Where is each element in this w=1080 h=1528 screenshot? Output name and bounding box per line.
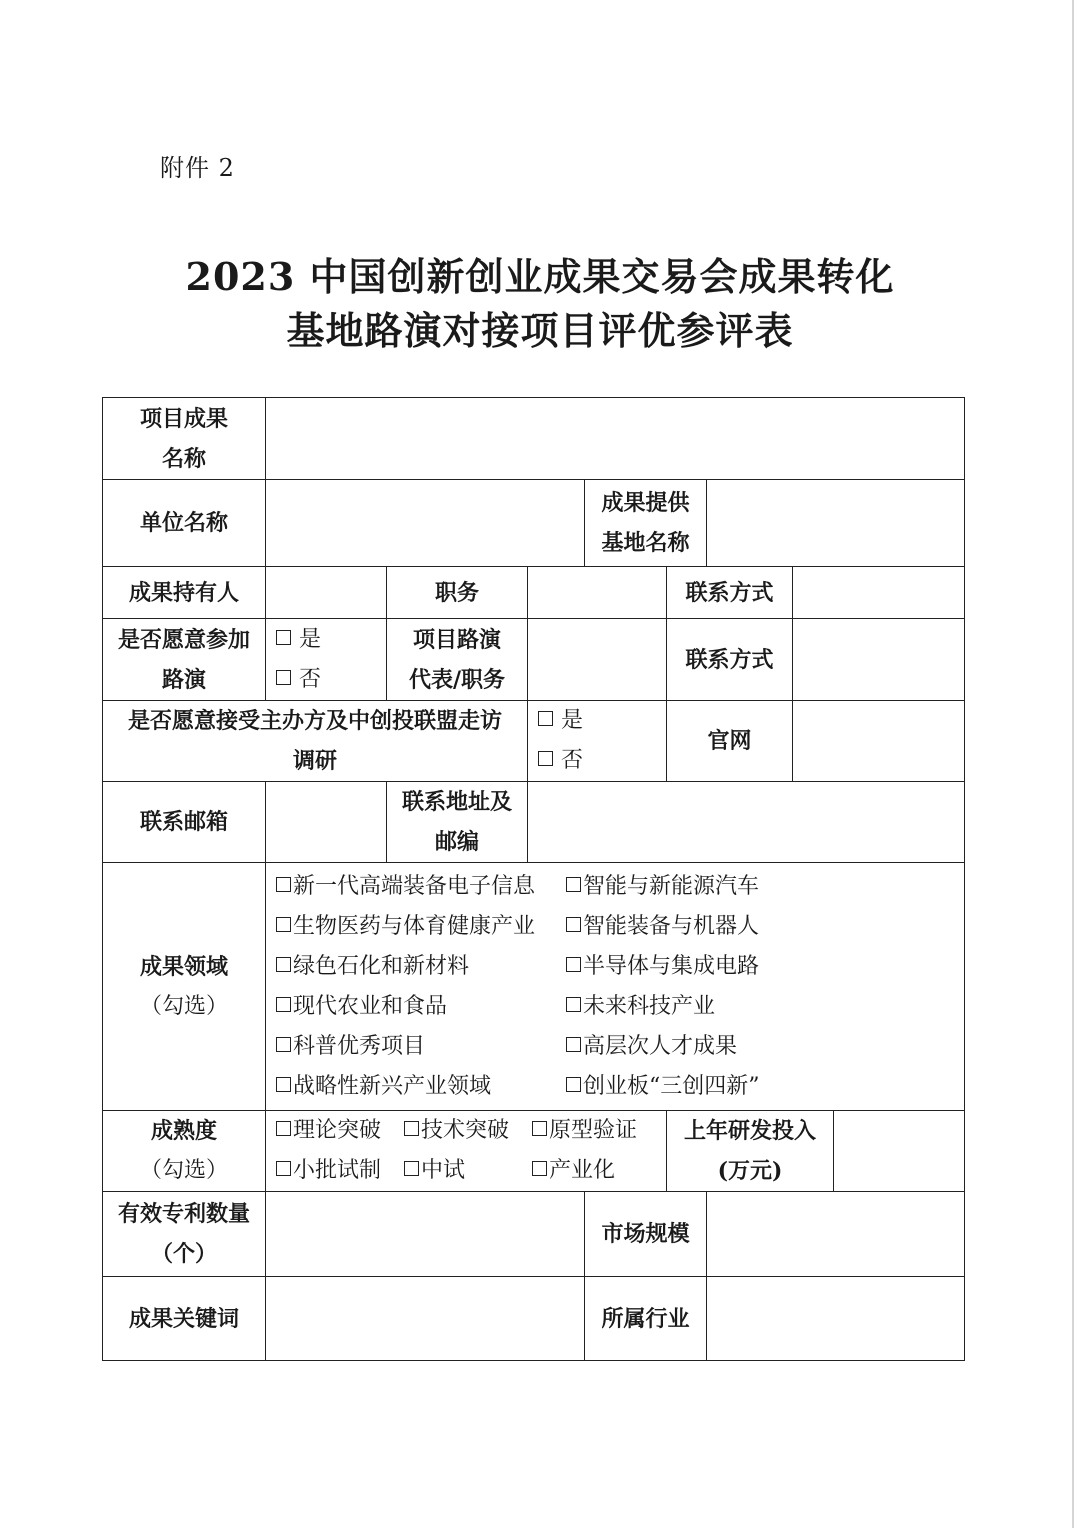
website-label: 官网 <box>667 701 793 782</box>
checkbox-icon[interactable] <box>566 917 581 932</box>
domain-label: 成果领域 （勾选） <box>103 863 266 1111</box>
base-name-field[interactable] <box>707 480 965 567</box>
row-email <box>103 782 965 863</box>
row-keywords <box>103 1277 965 1361</box>
domain-option[interactable]: 绿色石化和新材料 <box>276 947 566 987</box>
email-field[interactable] <box>266 782 387 863</box>
rd-investment-field[interactable] <box>834 1111 965 1192</box>
attachment-label: 附件 2 <box>160 154 235 182</box>
row-roadshow <box>103 619 965 701</box>
base-name-label: 成果提供 基地名称 <box>585 480 707 567</box>
maturity-option[interactable]: 产业化 <box>532 1151 666 1191</box>
project-name-field[interactable] <box>266 398 965 480</box>
maturity-label: 成熟度 （勾选） <box>103 1111 266 1192</box>
domain-option[interactable]: 创业板“三创四新” <box>566 1067 964 1107</box>
visit-no-option[interactable]: 否 <box>538 741 666 781</box>
checkbox-icon[interactable] <box>566 1077 581 1092</box>
holder-label: 成果持有人 <box>103 567 266 619</box>
row-project-name <box>103 398 965 480</box>
domain-option[interactable]: 高层次人才成果 <box>566 1027 964 1067</box>
checkbox-icon[interactable] <box>532 1121 547 1136</box>
row-visit <box>103 701 965 782</box>
checkbox-icon[interactable] <box>276 670 291 685</box>
domain-option[interactable]: 智能装备与机器人 <box>566 907 964 947</box>
project-name-label: 项目成果 名称 <box>103 398 266 480</box>
row-unit-name <box>103 480 965 567</box>
keywords-field[interactable] <box>266 1277 585 1361</box>
industry-field[interactable] <box>707 1277 965 1361</box>
checkbox-icon[interactable] <box>538 711 553 726</box>
contact-label-2: 联系方式 <box>667 619 793 701</box>
domain-option[interactable]: 生物医药与体育健康产业 <box>276 907 566 947</box>
email-label: 联系邮箱 <box>103 782 266 863</box>
document-title-line-1: 2023 中国创新创业成果交易会成果转化 <box>185 254 895 299</box>
checkbox-icon[interactable] <box>538 751 553 766</box>
market-size-field[interactable] <box>707 1192 965 1277</box>
roadshow-yes-option[interactable]: 是 <box>276 620 386 660</box>
checkbox-icon[interactable] <box>276 1077 291 1092</box>
patents-field[interactable] <box>266 1192 585 1277</box>
patents-label: 有效专利数量 （个） <box>103 1192 266 1277</box>
checkbox-icon[interactable] <box>276 1037 291 1052</box>
market-size-label: 市场规模 <box>585 1192 707 1277</box>
domain-option[interactable]: 未来科技产业 <box>566 987 964 1027</box>
evaluation-form-table <box>102 397 965 1361</box>
roadshow-label: 是否愿意参加 路演 <box>103 619 266 701</box>
maturity-option[interactable]: 技术突破 <box>404 1111 532 1151</box>
address-label: 联系地址及 邮编 <box>387 782 528 863</box>
maturity-option[interactable]: 小批试制 <box>276 1151 404 1191</box>
row-maturity <box>103 1111 965 1192</box>
domain-option[interactable]: 智能与新能源汽车 <box>566 867 964 907</box>
roadshow-no-option[interactable]: 否 <box>276 660 386 700</box>
document-title-line-2: 基地路演对接项目评优参评表 <box>286 308 794 353</box>
keywords-label: 成果关键词 <box>103 1277 266 1361</box>
checkbox-icon[interactable] <box>566 1037 581 1052</box>
visit-label: 是否愿意接受主办方及中创投联盟走访 调研 <box>103 701 528 782</box>
checkbox-icon[interactable] <box>404 1161 419 1176</box>
contact-field-2[interactable] <box>793 619 965 701</box>
domain-option[interactable]: 现代农业和食品 <box>276 987 566 1027</box>
position-label: 职务 <box>387 567 528 619</box>
industry-label: 所属行业 <box>585 1277 707 1361</box>
checkbox-icon[interactable] <box>532 1161 547 1176</box>
row-patents <box>103 1192 965 1277</box>
representative-field[interactable] <box>528 619 667 701</box>
checkbox-icon[interactable] <box>276 1161 291 1176</box>
checkbox-icon[interactable] <box>566 997 581 1012</box>
domain-option[interactable]: 新一代高端装备电子信息 <box>276 867 566 907</box>
page-edge-line <box>1072 0 1074 1528</box>
domain-option[interactable]: 战略性新兴产业领域 <box>276 1067 566 1107</box>
visit-options <box>528 701 667 782</box>
address-field[interactable] <box>528 782 965 863</box>
row-holder <box>103 567 965 619</box>
maturity-option[interactable]: 原型验证 <box>532 1111 666 1151</box>
checkbox-icon[interactable] <box>276 630 291 645</box>
domain-option[interactable]: 半导体与集成电路 <box>566 947 964 987</box>
checkbox-icon[interactable] <box>276 877 291 892</box>
holder-field[interactable] <box>266 567 387 619</box>
rd-investment-label: 上年研发投入 (万元) <box>667 1111 834 1192</box>
domain-option[interactable]: 科普优秀项目 <box>276 1027 566 1067</box>
checkbox-icon[interactable] <box>566 877 581 892</box>
checkbox-icon[interactable] <box>404 1121 419 1136</box>
unit-name-label: 单位名称 <box>103 480 266 567</box>
checkbox-icon[interactable] <box>276 917 291 932</box>
row-domain <box>103 863 965 1111</box>
maturity-option[interactable]: 理论突破 <box>276 1111 404 1151</box>
contact-field-1[interactable] <box>793 567 965 619</box>
roadshow-options <box>266 619 387 701</box>
checkbox-icon[interactable] <box>566 957 581 972</box>
maturity-options <box>266 1111 667 1192</box>
visit-yes-option[interactable]: 是 <box>538 701 666 741</box>
position-field[interactable] <box>528 567 667 619</box>
unit-name-field[interactable] <box>266 480 585 567</box>
checkbox-icon[interactable] <box>276 1121 291 1136</box>
maturity-option[interactable]: 中试 <box>404 1151 532 1191</box>
checkbox-icon[interactable] <box>276 957 291 972</box>
checkbox-icon[interactable] <box>276 997 291 1012</box>
contact-label-1: 联系方式 <box>667 567 793 619</box>
domain-options <box>266 863 965 1111</box>
representative-label: 项目路演 代表/职务 <box>387 619 528 701</box>
website-field[interactable] <box>793 701 965 782</box>
